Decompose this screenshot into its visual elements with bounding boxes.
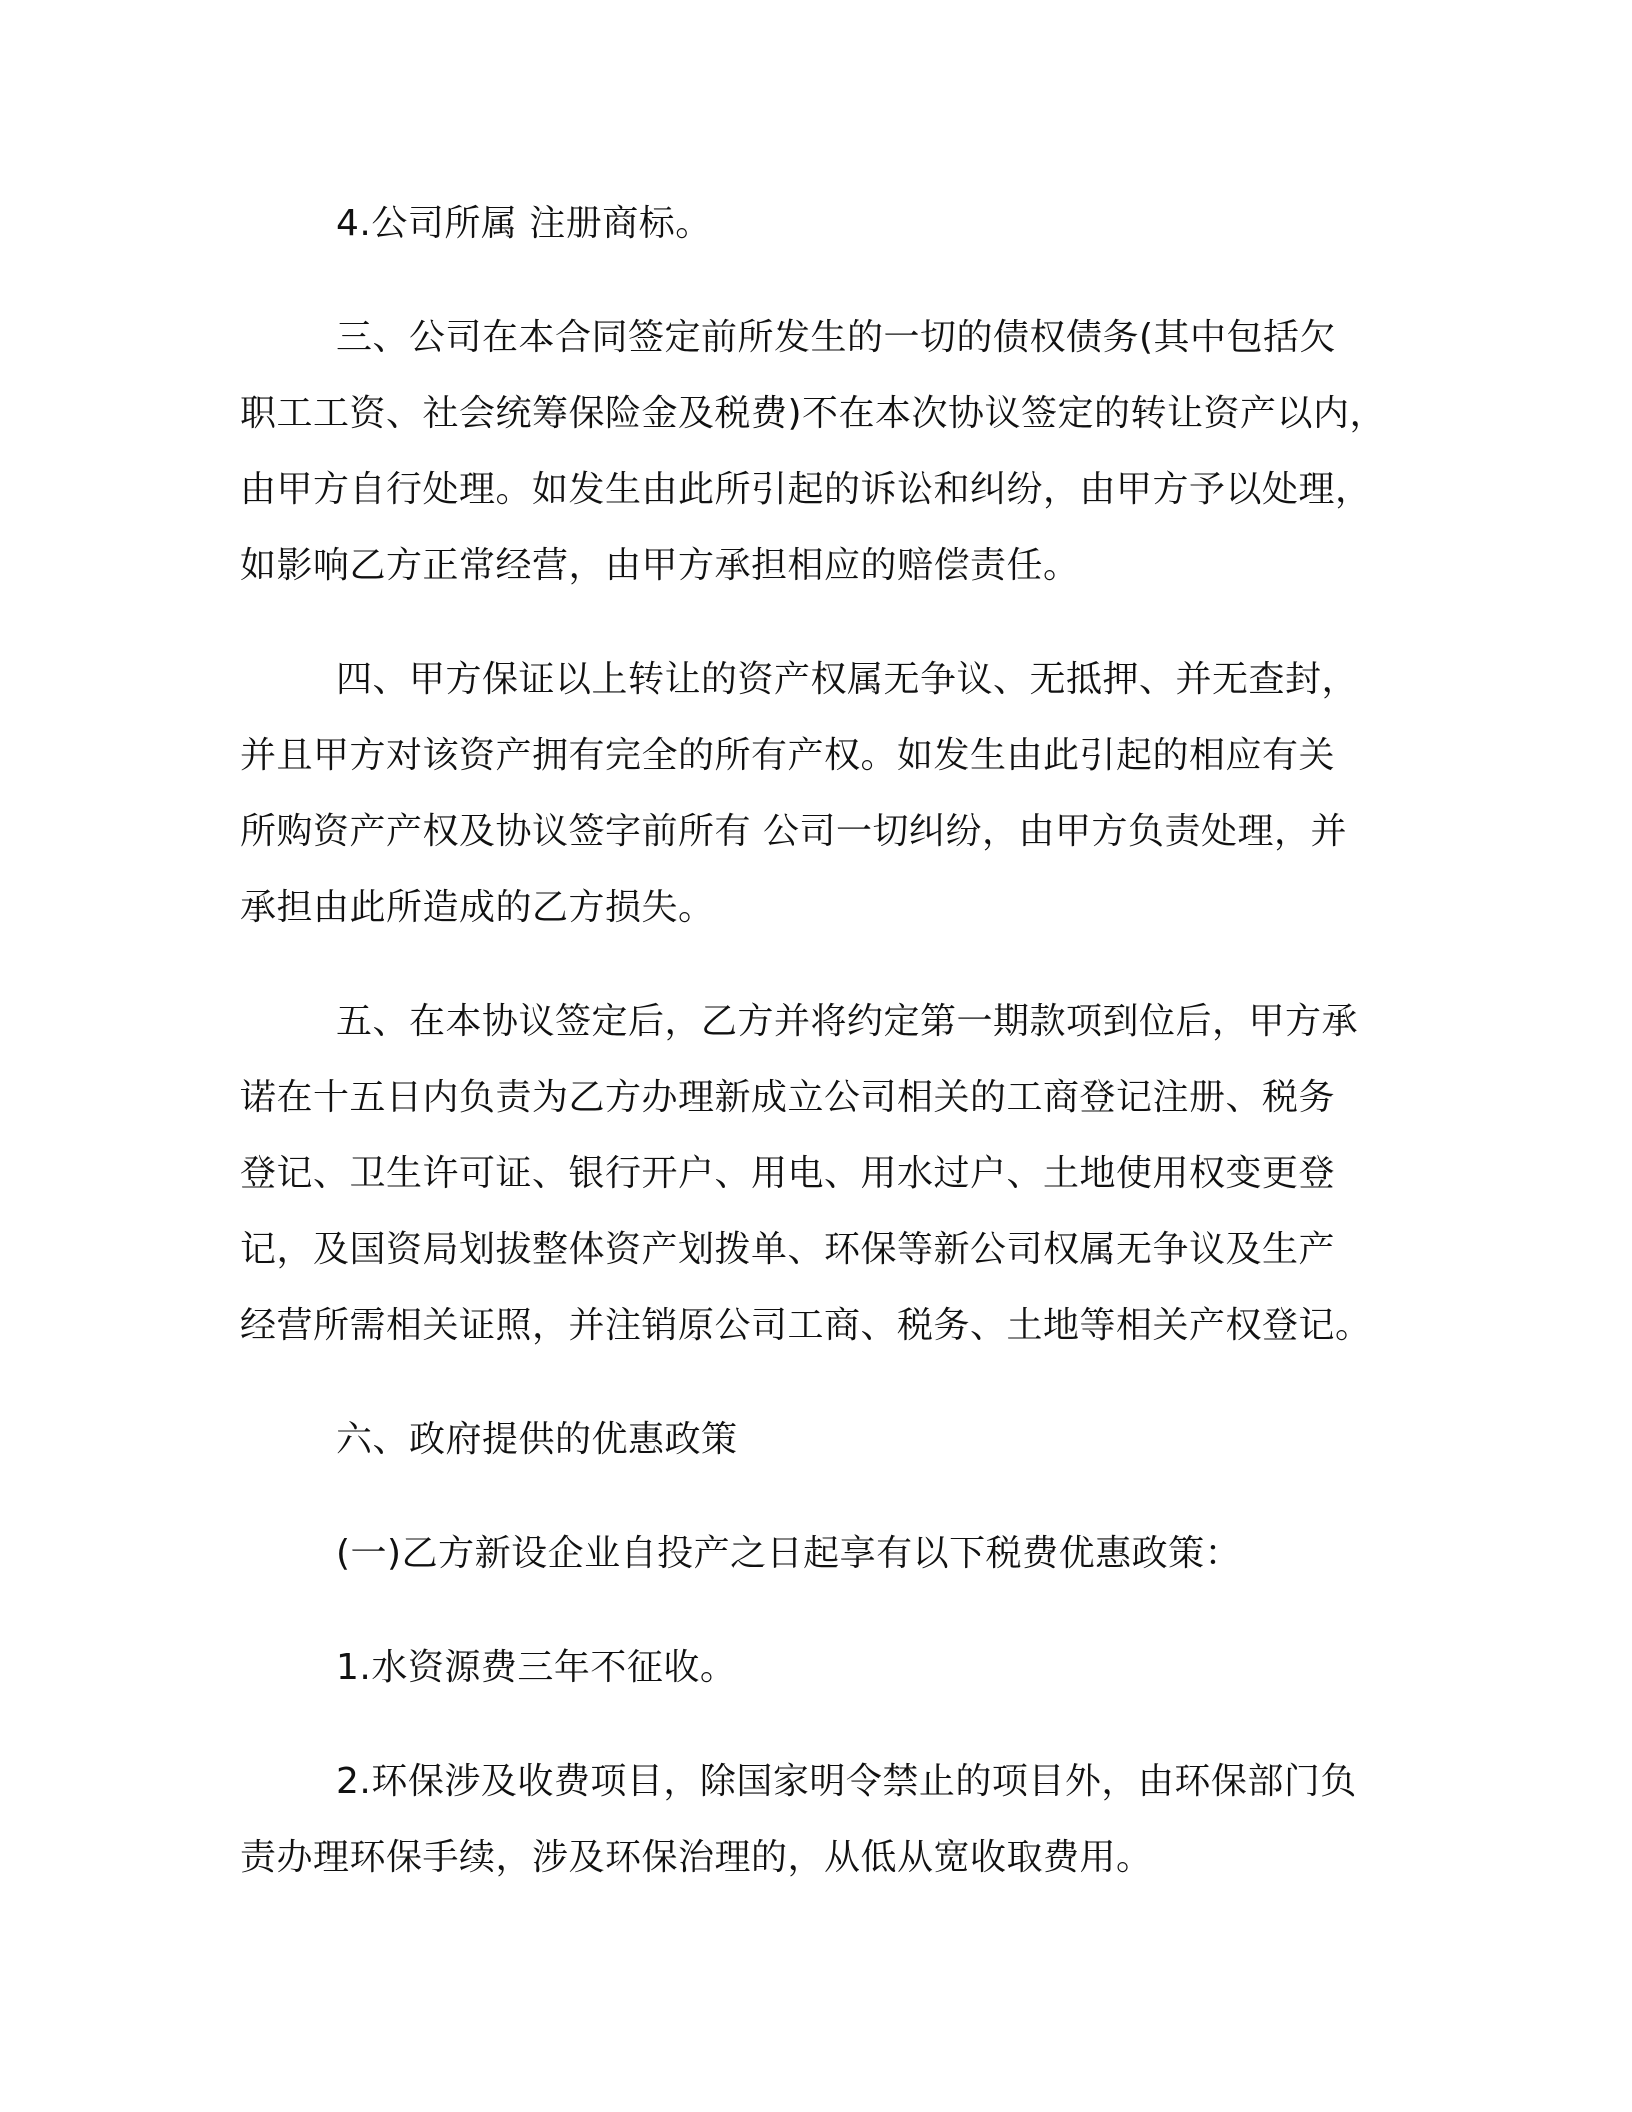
text-line: 4.公司所属 注册商标。	[336, 203, 712, 244]
text-line: 登记、卫生许可证、银行开户、用电、用水过户、土地使用权变更登	[240, 1153, 1336, 1194]
paragraph-item-2	[240, 1744, 1390, 1896]
text-line: 记，及国资局划拔整体资产划拨单、环保等新公司权属无争议及生产	[240, 1229, 1336, 1270]
text-line: 1.水资源费三年不征收。	[336, 1647, 737, 1688]
text-line: 并且甲方对该资产拥有完全的所有产权。如发生由此引起的相应有关	[240, 735, 1336, 776]
paragraph-trademark	[240, 186, 1390, 262]
text-line: 如影响乙方正常经营，由甲方承担相应的赔偿责任。	[240, 545, 1080, 586]
text-line: 职工工资、社会统筹保险金及税费)不在本次协议签定的转让资产以内，	[240, 393, 1387, 434]
text-line: 五、在本协议签定后，乙方并将约定第一期款项到位后，甲方承	[336, 1001, 1359, 1042]
text-line: 由甲方自行处理。如发生由此所引起的诉讼和纠纷，由甲方予以处理，	[240, 469, 1372, 510]
text-line: 2.环保涉及收费项目，除国家明令禁止的项目外，由环保部门负	[336, 1761, 1357, 1802]
text-line: 责办理环保手续，涉及环保治理的，从低从宽收取费用。	[240, 1837, 1153, 1878]
document-body	[240, 186, 1390, 1934]
paragraph-section-6	[240, 1402, 1390, 1478]
text-line: (一)乙方新设企业自投产之日起享有以下税费优惠政策：	[336, 1533, 1242, 1574]
text-line: 三、公司在本合同签定前所发生的一切的债权债务(其中包括欠	[336, 317, 1337, 358]
text-line: 承担由此所造成的乙方损失。	[240, 887, 715, 928]
paragraph-section-3	[240, 300, 1390, 604]
paragraph-section-5	[240, 984, 1390, 1364]
paragraph-item-1	[240, 1630, 1390, 1706]
text-line: 六、政府提供的优惠政策	[336, 1419, 738, 1460]
text-line: 四、甲方保证以上转让的资产权属无争议、无抵押、并无查封，	[336, 659, 1359, 700]
text-line: 经营所需相关证照，并注销原公司工商、税务、土地等相关产权登记。	[240, 1305, 1372, 1346]
paragraph-section-6-1	[240, 1516, 1390, 1592]
text-line: 诺在十五日内负责为乙方办理新成立公司相关的工商登记注册、税务	[240, 1077, 1336, 1118]
paragraph-section-4	[240, 642, 1390, 946]
text-line: 所购资产产权及协议签字前所有 公司一切纠纷，由甲方负责处理，并	[240, 811, 1347, 852]
